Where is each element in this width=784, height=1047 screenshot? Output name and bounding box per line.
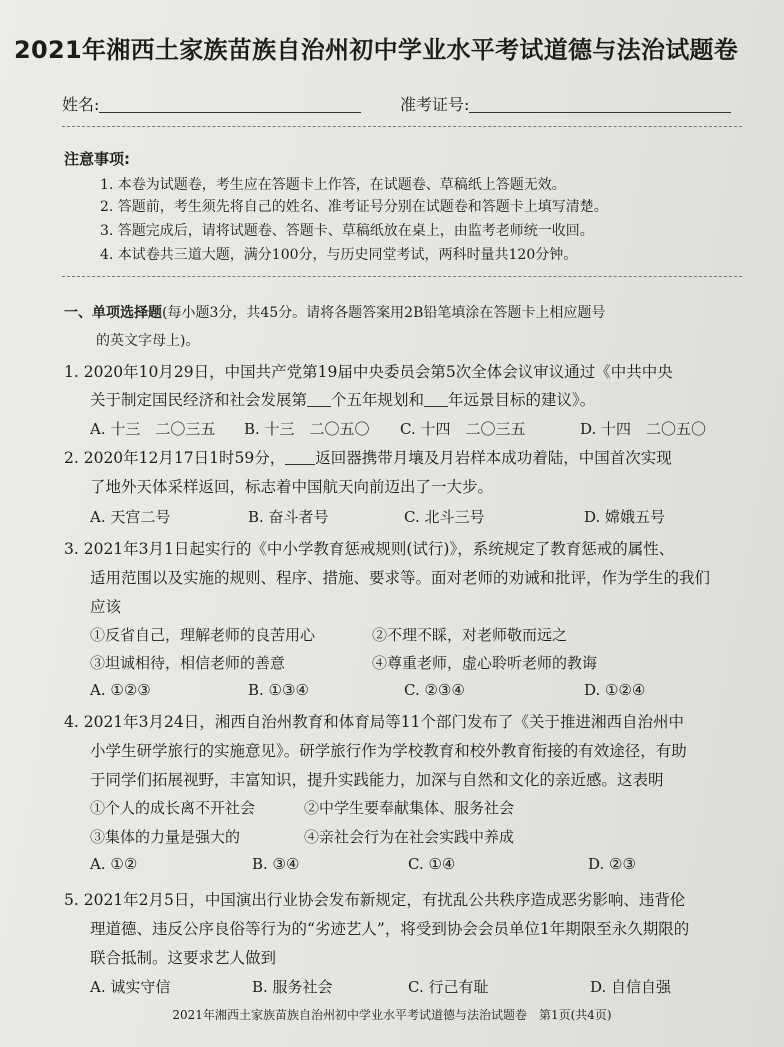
q4-line3: 于同学们拓展视野，丰富知识，提升实践能力，加深与自然和文化的亲近感。这表明 (90, 771, 664, 789)
q3-line1: 3. 2021年3月1日起实行的《中小学教育惩戒规则(试行)》，系统规定了教育惩戒的属性、 (64, 540, 675, 558)
q1-text-a: 关于制定国民经济和社会发展第 (90, 391, 308, 409)
q2-text-a: 2. 2020年12月17日1时59分， (64, 449, 286, 467)
note-4: 4. 本试卷共三道大题，满分100分，与历史同堂考试，两科时量共120分钟。 (100, 247, 578, 263)
q4-option-a[interactable]: A. ①② (90, 855, 138, 873)
q5-option-a[interactable]: A. 诚实守信 (90, 978, 171, 996)
q5-line1: 5. 2021年2月5日，中国演出行业协会发布新规定，有扰乱公共秩序造成恶劣影响、违背伦 (64, 891, 686, 909)
q4-choice-4: ④亲社会行为在社会实践中养成 (304, 828, 515, 846)
q3-option-b[interactable]: B. ①③④ (248, 681, 309, 699)
exam-title: 2021年湘西土家族苗族自治州初中学业水平考试道德与法治试题卷 (14, 36, 739, 64)
q3-choice-1: ①反省自己，理解老师的良苦用心 (90, 626, 316, 644)
id-label: 准考证号: (400, 95, 470, 114)
q5-option-c[interactable]: C. 行己有耻 (408, 978, 489, 996)
q3-line3: 应该 (90, 598, 122, 616)
q5-option-b[interactable]: B. 服务社会 (252, 978, 333, 996)
notes-title: 注意事项: (64, 150, 130, 168)
q4-option-c[interactable]: C. ①④ (408, 855, 456, 873)
section-heading: 一、单项选择题 (64, 305, 162, 321)
note-1: 1. 本卷为试题卷，考生应在答题卡上作答，在试题卷、草稿纸上答题无效。 (100, 177, 566, 193)
q2-line2: 了地外天体采样返回，标志着中国航天向前迈出了一大步。 (90, 478, 494, 496)
q1-line1: 1. 2020年10月29日，中国共产党第19届中央委员会第5次全体会议审议通过《中共中央 (64, 363, 673, 381)
q3-option-d[interactable]: D. ①②④ (584, 681, 646, 699)
note-3: 3. 答题完成后，请将试题卷、答题卡、草稿纸放在桌上，由监考老师统一收回。 (100, 223, 594, 239)
q1-option-a[interactable]: A. 十三 二〇三五 (90, 420, 216, 438)
q3-choice-2: ②不理不睬，对老师敬而远之 (372, 626, 568, 644)
q3-option-a[interactable]: A. ①②③ (90, 681, 151, 699)
q1-option-c[interactable]: C. 十四 二〇三五 (400, 420, 526, 438)
q4-choice-2: ②中学生要奉献集体、服务社会 (304, 799, 515, 817)
page-footer: 2021年湘西土家族苗族自治州初中学业水平考试道德与法治试题卷 第1页(共4页) (172, 1008, 612, 1022)
q4-line1: 4. 2021年3月24日，湘西自治州教育和体育局等11个部门发布了《关于推进湘西自治州中 (64, 713, 684, 731)
q5-option-d[interactable]: D. 自信自强 (590, 978, 672, 996)
q3-line2: 适用范围以及实施的规则、程序、措施、要求等。面对老师的劝诫和批评，作为学生的我们 (90, 569, 711, 587)
q3-choice-3: ③坦诚相待，相信老师的善意 (90, 654, 286, 672)
section-heading-line (64, 302, 605, 322)
q1-text-b: 个五年规划和 (331, 391, 425, 409)
q4-line2: 小学生研学旅行的实施意见》。研学旅行作为学校教育和校外教育衔接的有效途径，有助 (90, 742, 687, 760)
q1-blank-2 (424, 406, 448, 407)
q2-option-d[interactable]: D. 嫦娥五号 (584, 508, 666, 526)
q4-option-d[interactable]: D. ②③ (588, 855, 636, 873)
q4-choice-1: ①个人的成长离不开社会 (90, 799, 256, 817)
q2-option-a[interactable]: A. 天宫二号 (90, 508, 171, 526)
q1-text-c: 年远景目标的建议》。 (448, 391, 596, 409)
q1-line2 (90, 388, 595, 410)
q4-choice-3: ③集体的力量是强大的 (90, 828, 241, 846)
q1-option-b[interactable]: B. 十三 二〇五〇 (244, 420, 370, 438)
q2-option-c[interactable]: C. 北斗三号 (404, 508, 485, 526)
q2-blank (285, 464, 315, 465)
name-blank[interactable] (99, 112, 361, 113)
name-field[interactable] (62, 92, 361, 115)
divider-top (62, 126, 742, 127)
section-instruction-2: 的英文字母上)。 (96, 333, 200, 349)
q1-blank-1 (307, 406, 331, 407)
divider-middle (62, 276, 742, 277)
q3-option-c[interactable]: C. ②③④ (404, 681, 465, 699)
q2-line1 (64, 446, 672, 468)
q4-option-b[interactable]: B. ③④ (252, 855, 300, 873)
note-2: 2. 答题前，考生须先将自己的姓名、准考证号分别在试题卷和答题卡上填写清楚。 (100, 199, 608, 215)
q5-line3: 联合抵制。这要求艺人做到 (90, 949, 277, 967)
q5-line2: 理道德、违反公序良俗等行为的“劣迹艺人”，将受到协会会员单位1年期限至永久期限的 (90, 920, 690, 938)
id-field[interactable] (400, 92, 731, 115)
section-instruction-1: (每小题3分，共45分。请将各题答案用2B铅笔填涂在答题卡上相应题号 (162, 305, 606, 321)
q3-choice-4: ④尊重老师，虚心聆听老师的教诲 (372, 654, 598, 672)
q1-option-d[interactable]: D. 十四 二〇五〇 (580, 420, 707, 438)
id-blank[interactable] (469, 112, 731, 113)
name-label: 姓名: (62, 95, 100, 114)
q2-text-b: 返回器携带月壤及月岩样本成功着陆，中国首次实现 (315, 449, 672, 467)
q2-option-b[interactable]: B. 奋斗者号 (248, 508, 329, 526)
